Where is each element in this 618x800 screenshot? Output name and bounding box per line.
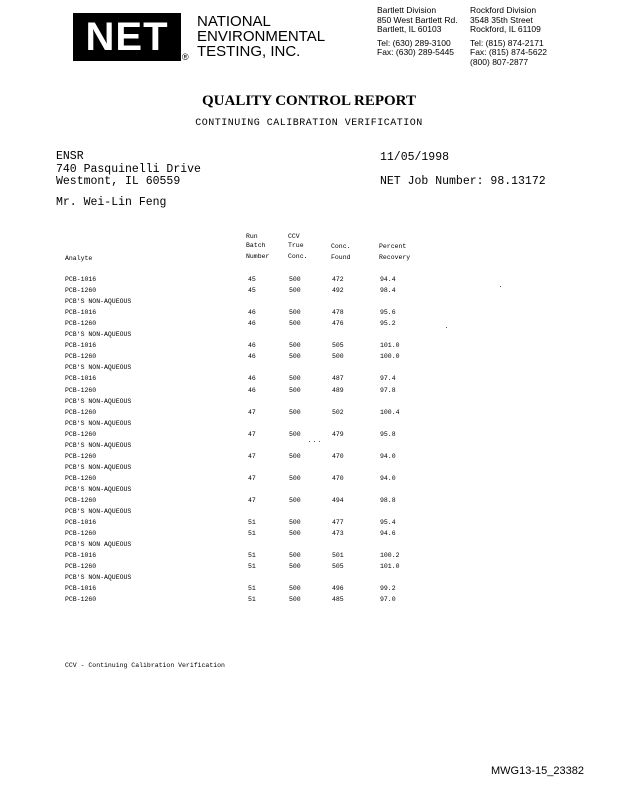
found-cell: 501: [332, 552, 344, 560]
contact-name: Mr. Wei-Lin Feng: [56, 196, 167, 209]
matrix-label: PCB'S NON-AQUEOUS: [65, 463, 132, 471]
header-label: CCV: [288, 233, 300, 240]
found-cell: 502: [332, 408, 344, 416]
found-cell: 492: [332, 287, 344, 295]
rec-cell: 97.0: [380, 596, 396, 604]
report-date: 11/05/1998: [380, 151, 450, 164]
true-cell: 500: [289, 530, 301, 538]
matrix-label: PCB'S NON-AQUEOUS: [65, 574, 132, 582]
run-cell: 51: [248, 585, 256, 593]
address-line: Bartlett Division: [377, 5, 437, 15]
header-label: Analyte: [65, 255, 93, 262]
document-id: MWG13-15_23382: [491, 765, 584, 777]
company-name: [197, 14, 325, 59]
company-line: ENVIRONMENTAL: [197, 28, 326, 45]
found-cell: 477: [332, 519, 344, 527]
rec-cell: 98.8: [380, 497, 396, 504]
run-cell: 47: [248, 408, 256, 416]
analyte-cell: PCB-1016: [65, 309, 97, 317]
analyte-cell: PCB-1016: [65, 342, 97, 350]
job-number: NET Job Number: 98.13172: [380, 175, 546, 188]
run-cell: 47: [248, 452, 256, 460]
run-cell: 51: [248, 552, 256, 560]
address-line: 850 West Bartlett Rd.: [377, 14, 458, 25]
matrix-label: PCB'S NON-AQUEOUS: [65, 508, 132, 516]
found-cell: 496: [332, 585, 344, 593]
scan-speck: [309, 441, 310, 442]
address-line: (800) 807-2877: [470, 56, 529, 67]
rec-cell: 94.0: [380, 452, 396, 460]
rec-cell: 97.4: [380, 375, 396, 383]
analyte-cell: PCB-1260: [65, 530, 97, 538]
analyte-cell: PCB-1260: [65, 497, 97, 504]
found-cell: 470: [332, 474, 344, 482]
true-cell: 500: [289, 320, 301, 328]
address-line: Fax: (815) 874-5622: [470, 47, 548, 57]
address-line: 3548 35th Street: [470, 14, 533, 25]
run-cell: 47: [248, 474, 256, 482]
true-cell: 500: [289, 408, 301, 416]
rockford-address: [470, 6, 547, 67]
rec-cell: 94.6: [380, 530, 396, 538]
company-line: TESTING, INC.: [197, 43, 301, 60]
run-cell: 45: [248, 276, 256, 283]
matrix-label: PCB'S NON-AQUEOUS: [65, 441, 132, 449]
matrix-label: PCB'S NON AQUEOUS: [65, 541, 132, 549]
analyte-cell: PCB-1260: [65, 430, 97, 438]
scan-speck: [446, 327, 447, 328]
true-cell: 500: [289, 353, 301, 361]
analyte-cell: PCB-1260: [65, 452, 97, 460]
client-line: ENSR: [56, 150, 84, 163]
header-label: Batch: [246, 242, 266, 249]
bartlett-address: [377, 6, 458, 58]
found-cell: 485: [332, 596, 344, 604]
client-address: [56, 151, 201, 189]
found-cell: 489: [332, 386, 344, 394]
company-line: NATIONAL: [197, 13, 271, 30]
true-cell: 500: [289, 596, 301, 604]
header-label: Percent: [379, 243, 407, 250]
header-label: True: [288, 242, 304, 249]
true-cell: 500: [289, 474, 301, 482]
header-analyte: [65, 254, 92, 263]
run-cell: 46: [248, 353, 256, 361]
scan-speck: [500, 286, 501, 287]
true-cell: 500: [289, 276, 301, 283]
matrix-label: PCB'S NON-AQUEOUS: [65, 397, 132, 405]
found-cell: 505: [332, 563, 344, 571]
true-cell: 500: [289, 563, 301, 571]
run-cell: 46: [248, 342, 256, 350]
address-line: Rockford, IL 61109: [470, 24, 541, 34]
true-cell: 500: [289, 585, 301, 593]
found-cell: 479: [332, 430, 344, 438]
analyte-cell: PCB-1260: [65, 353, 97, 361]
found-cell: 470: [332, 452, 344, 460]
client-line: Westmont, IL 60559: [56, 175, 181, 188]
run-cell: 51: [248, 530, 256, 538]
address-line: Rockford Division: [470, 5, 537, 15]
rec-cell: 95.2: [380, 320, 396, 328]
rec-cell: 95.4: [380, 519, 396, 527]
analyte-cell: PCB-1260: [65, 596, 97, 604]
address-line: Tel: (630) 289-3100: [377, 37, 451, 48]
found-cell: 487: [332, 375, 344, 383]
matrix-label: PCB'S NON-AQUEOUS: [65, 485, 132, 493]
analyte-cell: PCB-1016: [65, 552, 97, 560]
analyte-cell: PCB-1016: [65, 519, 97, 527]
analyte-cell: PCB-1260: [65, 563, 97, 571]
run-cell: 51: [248, 519, 256, 527]
run-cell: 46: [248, 386, 256, 394]
true-cell: 500: [289, 452, 301, 460]
rec-cell: 97.8: [380, 386, 396, 394]
analyte-cell: PCB-1260: [65, 386, 97, 394]
header-label: Number: [246, 253, 270, 260]
found-cell: 505: [332, 342, 344, 350]
rec-cell: 100.4: [380, 408, 400, 416]
footnote: CCV - Continuing Calibration Verification: [65, 662, 225, 669]
true-cell: 500: [289, 497, 301, 504]
rec-cell: 98.4: [380, 287, 396, 295]
analyte-cell: PCB-1016: [65, 276, 97, 283]
analyte-cell: PCB-1260: [65, 408, 97, 416]
run-cell: 47: [248, 497, 256, 504]
analyte-cell: PCB-1016: [65, 585, 97, 593]
found-cell: 494: [332, 497, 344, 504]
header-label: Run: [246, 233, 258, 240]
address-line: Tel: (815) 874-2171: [470, 37, 544, 48]
found-cell: 473: [332, 530, 344, 538]
found-cell: 478: [332, 309, 344, 317]
rec-cell: 95.6: [380, 309, 396, 317]
run-cell: 51: [248, 563, 256, 571]
header-label: Found: [331, 254, 351, 261]
analyte-cell: PCB-1016: [65, 375, 97, 383]
analyte-cell: PCB-1260: [65, 287, 97, 295]
found-cell: 476: [332, 320, 344, 328]
net-logo: NET: [73, 13, 181, 61]
registered-mark: ®: [182, 52, 189, 62]
header-ccv-true: [288, 232, 308, 261]
rec-cell: 100.2: [380, 552, 400, 560]
header-label: Conc.: [331, 243, 351, 250]
matrix-label: PCB'S NON-AQUEOUS: [65, 298, 132, 306]
header-run-batch: [246, 232, 269, 261]
rec-cell: 99.2: [380, 585, 396, 593]
analyte-cell: PCB-1260: [65, 320, 97, 328]
run-cell: 47: [248, 430, 256, 438]
scan-speck: [314, 441, 315, 442]
true-cell: 500: [289, 430, 301, 438]
address-line: Bartlett, IL 60103: [377, 24, 442, 34]
matrix-label: PCB'S NON-AQUEOUS: [65, 419, 132, 427]
scan-speck: [319, 441, 320, 442]
header-label: Conc.: [288, 253, 308, 260]
header-conc-found: [331, 242, 351, 262]
client-line: 740 Pasquinelli Drive: [56, 162, 201, 176]
rec-cell: 94.0: [380, 474, 396, 482]
report-title: QUALITY CONTROL REPORT: [202, 93, 416, 109]
rec-cell: 100.0: [380, 353, 400, 361]
run-cell: 46: [248, 375, 256, 383]
true-cell: 500: [289, 552, 301, 560]
header-percent-recovery: [379, 242, 410, 262]
header-label: Recovery: [379, 254, 411, 261]
matrix-label: PCB'S NON-AQUEOUS: [65, 331, 132, 339]
run-cell: 46: [248, 320, 256, 328]
true-cell: 500: [289, 519, 301, 527]
report-subtitle: CONTINUING CALIBRATION VERIFICATION: [195, 118, 423, 129]
rec-cell: 94.4: [380, 276, 396, 283]
rec-cell: 101.0: [380, 342, 400, 350]
analyte-cell: PCB-1260: [65, 474, 97, 482]
matrix-label: PCB'S NON-AQUEOUS: [65, 364, 132, 372]
true-cell: 500: [289, 287, 301, 295]
true-cell: 500: [289, 309, 301, 317]
run-cell: 46: [248, 309, 256, 317]
true-cell: 500: [289, 386, 301, 394]
address-line: Fax: (630) 289-5445: [377, 47, 455, 57]
found-cell: 472: [332, 276, 344, 283]
true-cell: 500: [289, 342, 301, 350]
run-cell: 51: [248, 596, 256, 604]
run-cell: 45: [248, 287, 256, 295]
rec-cell: 101.0: [380, 563, 400, 571]
true-cell: 500: [289, 375, 301, 383]
rec-cell: 95.8: [380, 430, 396, 438]
found-cell: 500: [332, 353, 344, 361]
